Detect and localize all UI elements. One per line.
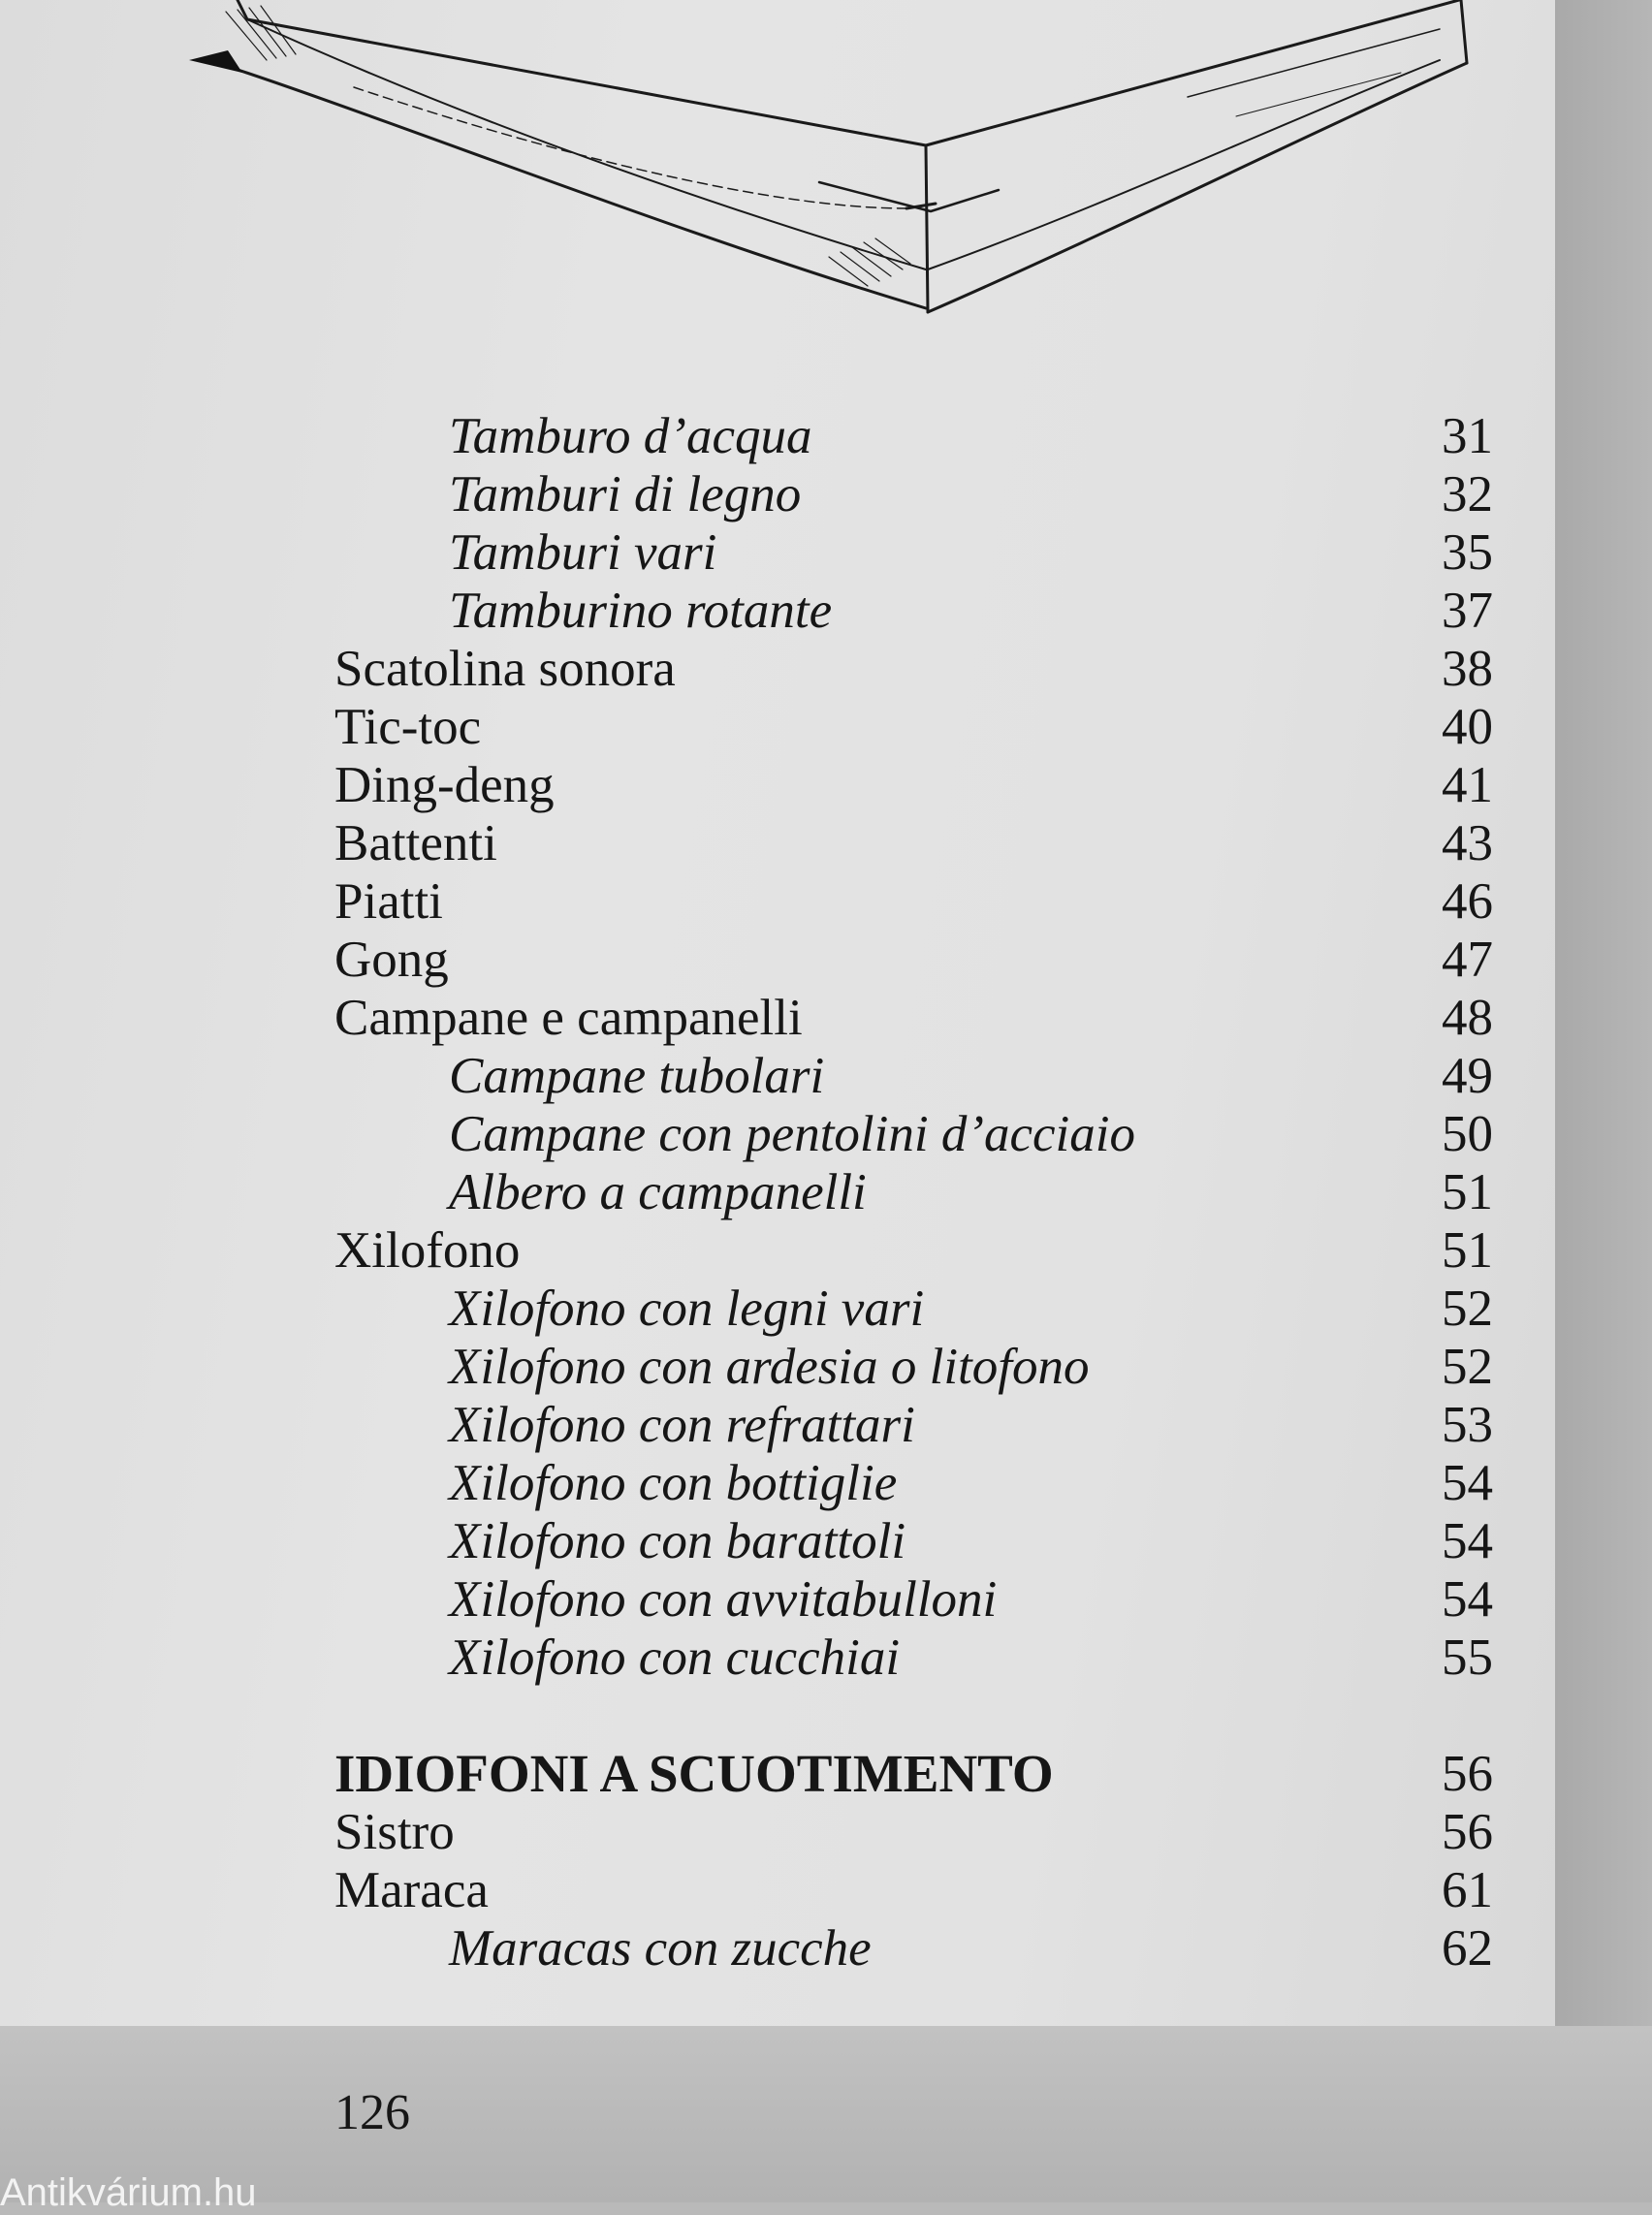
toc-entry-page: 35 [1442, 524, 1493, 581]
toc-entry [0, 1512, 1652, 1570]
toc-entry-title: Tamburi vari [449, 524, 717, 581]
toc-entry-page: 53 [1442, 1397, 1493, 1453]
page-number: 126 [334, 2085, 410, 2140]
toc-entry-page: 55 [1442, 1630, 1493, 1686]
toc-entry [0, 1629, 1652, 1687]
toc-entry-title: Sistro [334, 1804, 455, 1860]
toc-entry [0, 407, 1652, 465]
toc-entry-page: 49 [1442, 1048, 1493, 1104]
toc-entry [0, 1396, 1652, 1454]
toc-entry [0, 814, 1652, 872]
toc-entry [0, 756, 1652, 814]
toc-entry-title: Xilofono con barattoli [449, 1513, 906, 1569]
toc-entry-page: 50 [1442, 1106, 1493, 1162]
toc-entry [0, 872, 1652, 931]
toc-entry [0, 1454, 1652, 1512]
toc-entry-title: Xilofono con bottiglie [449, 1455, 898, 1511]
watermark: Antikvárium.hu [0, 2171, 257, 2214]
toc-entry-page: 31 [1442, 408, 1493, 464]
toc-entry-page: 37 [1442, 583, 1493, 639]
toc-entry-title: Tamburo d’acqua [449, 408, 812, 464]
toc-entry-page: 38 [1442, 641, 1493, 697]
toc-entry [0, 1803, 1652, 1861]
toc-entry-page: 56 [1442, 1804, 1493, 1860]
toc-entry-page: 54 [1442, 1513, 1493, 1569]
toc-entry-page: 43 [1442, 815, 1493, 871]
toc-entry-page: 46 [1442, 873, 1493, 930]
toc-entry-title: Xilofono con cucchiai [449, 1630, 901, 1686]
toc-entry-page: 51 [1442, 1164, 1493, 1220]
toc-section-heading [0, 1745, 1652, 1803]
toc-entry [0, 1280, 1652, 1338]
toc-entry [0, 931, 1652, 989]
toc-entry [0, 582, 1652, 640]
wooden-block-illustration [189, 0, 1478, 334]
toc-entry-title: Albero a campanelli [449, 1164, 867, 1220]
toc-entry [0, 1221, 1652, 1280]
toc-entry-title: Xilofono con refrattari [449, 1397, 915, 1453]
toc-entry-title: Xilofono [334, 1222, 521, 1279]
toc-entry-title: Maraca [334, 1862, 489, 1918]
toc-entry-page: 48 [1442, 990, 1493, 1046]
toc-entry-title: Tamburi di legno [449, 466, 802, 522]
toc-entry-title: Xilofono con avvitabulloni [449, 1571, 998, 1628]
toc-entry [0, 1163, 1652, 1221]
toc-entry-page: 54 [1442, 1455, 1493, 1511]
toc-entry [0, 1919, 1652, 1978]
toc-entry-page: 51 [1442, 1222, 1493, 1279]
toc-entry-title: Gong [334, 932, 449, 988]
toc-entry [0, 1047, 1652, 1105]
toc-entry-page: 32 [1442, 466, 1493, 522]
toc-entry-title: Campane con pentolini d’acciaio [449, 1106, 1135, 1162]
toc-entry-page: 52 [1442, 1339, 1493, 1395]
toc-entry-title: Battenti [334, 815, 497, 871]
toc-entry [0, 465, 1652, 523]
toc-entry [0, 1861, 1652, 1919]
toc-entry-title: Tamburino rotante [449, 583, 833, 639]
toc-entry-page: 47 [1442, 932, 1493, 988]
toc-section-title: IDIOFONI A SCUOTIMENTO [334, 1744, 1054, 1803]
toc-entry-page: 52 [1442, 1281, 1493, 1337]
toc-entry-title: Piatti [334, 873, 443, 930]
toc-entry-page: 54 [1442, 1571, 1493, 1628]
toc-entry-title: Scatolina sonora [334, 641, 676, 697]
toc-entry-page: 62 [1442, 1920, 1493, 1977]
toc-entry-page: 40 [1442, 699, 1493, 755]
toc-entry-page: 41 [1442, 757, 1493, 813]
toc-entry-title: Campane tubolari [449, 1048, 825, 1104]
toc-entry [0, 1105, 1652, 1163]
toc-entry-title: Campane e campanelli [334, 990, 803, 1046]
toc-entry-title: Ding-deng [334, 757, 555, 813]
toc-entry [0, 523, 1652, 582]
toc-entry-title: Xilofono con ardesia o litofono [449, 1339, 1090, 1395]
toc-entry-title: Xilofono con legni vari [449, 1281, 925, 1337]
toc-entry [0, 640, 1652, 698]
toc-entry-title: Maracas con zucche [449, 1920, 872, 1977]
toc-entry-title: Tic-toc [334, 699, 482, 755]
toc-entry [0, 989, 1652, 1047]
toc-entry-page: 56 [1442, 1746, 1493, 1802]
toc-entry [0, 698, 1652, 756]
toc-entry [0, 1338, 1652, 1396]
toc-entry [0, 1570, 1652, 1629]
toc-entry-page: 61 [1442, 1862, 1493, 1918]
